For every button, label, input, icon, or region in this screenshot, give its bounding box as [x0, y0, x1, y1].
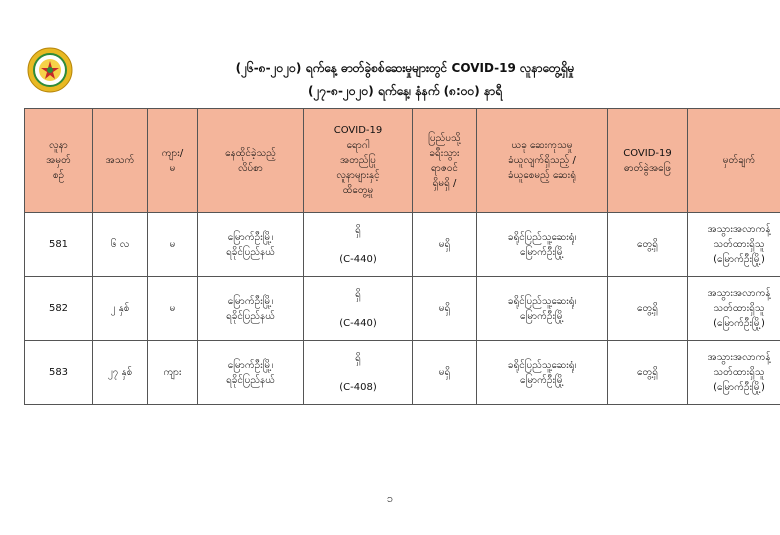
case-number: 582 — [25, 277, 93, 341]
table-header-row — [25, 109, 780, 213]
address-cell — [198, 277, 304, 341]
remark-cell-line: (မြောက်ဦးမြို့) — [713, 318, 765, 329]
result-cell: တွေ့ရှိ — [608, 213, 688, 277]
table-body — [25, 213, 780, 405]
ministry-seal-icon — [27, 47, 73, 93]
hospital-cell — [477, 341, 608, 405]
remark-cell-line: သတ်ထားရှိသူ — [713, 239, 765, 250]
result-cell: တွေ့ရှိ — [608, 341, 688, 405]
header-col-hospital — [477, 109, 608, 213]
header-col-no — [25, 109, 93, 213]
contact-status: ရှိ — [355, 352, 361, 364]
age-cell: ၆ လ — [93, 213, 148, 277]
header-line: အတည်ပြု — [340, 155, 376, 166]
header-line: ပြည်ပသို့ — [428, 132, 461, 144]
header-line: ထိတွေ့မှု — [342, 185, 374, 196]
sex-cell: မ — [148, 277, 198, 341]
remark-cell-line: အသွားအလာကန့် — [707, 352, 771, 363]
header-col-age — [93, 109, 148, 213]
hospital-cell-line: မြောက်ဦးမြို့ — [520, 246, 564, 258]
header-line: မှတ်ချက် — [722, 155, 756, 166]
header-line: ခံယူလျက်ရှိသည့် / — [508, 155, 576, 166]
header-line: ခရီးသွား — [429, 147, 460, 159]
contact-cell — [304, 213, 413, 277]
header-line: ဓာတ်ခွဲအဖြေ — [623, 162, 672, 174]
hospital-cell-line: ခရိုင်ပြည်သူ့ဆေးရုံ၊ — [507, 231, 577, 243]
remark-cell — [688, 277, 780, 341]
header-line: ခံယူစေမည့် ဆေးရုံ — [508, 170, 576, 181]
header-line: လူနာ — [49, 140, 68, 151]
travel-cell: မရှိ — [413, 341, 477, 405]
remark-cell-line: အသွားအလာကန့် — [707, 288, 771, 299]
case-number: 583 — [25, 341, 93, 405]
hospital-cell — [477, 213, 608, 277]
header-line: မ — [169, 162, 176, 174]
hospital-cell-line: ခရိုင်ပြည်သူ့ဆေးရုံ၊ — [507, 359, 577, 371]
header-line: COVID-19 — [333, 125, 383, 136]
contact-cell — [304, 341, 413, 405]
contact-reference: (C-440) — [339, 317, 377, 329]
sex-cell: မ — [148, 213, 198, 277]
address-cell-line: ရခိုင်ပြည်နယ် — [226, 246, 275, 258]
header-line: COVID-19 — [623, 147, 672, 159]
header-col-sex — [148, 109, 198, 213]
header-line: နေထိုင်ခဲ့သည့် — [225, 147, 276, 159]
age-cell: ၂၇ နှစ် — [93, 341, 148, 405]
travel-cell: မရှိ — [413, 213, 477, 277]
header-line: ယခု ဆေးကုသမှု — [511, 140, 573, 151]
contact-reference: (C-408) — [339, 381, 377, 393]
remark-cell-line: (မြောက်ဦးမြို့) — [713, 254, 765, 265]
address-cell — [198, 341, 304, 405]
result-cell: တွေ့ရှိ — [608, 277, 688, 341]
table-row — [25, 277, 780, 341]
header-col-remark — [688, 109, 780, 213]
hospital-cell-line: မြောက်ဦးမြို့ — [520, 310, 564, 322]
header-line: လိပ်စာ — [238, 162, 263, 174]
case-number: 581 — [25, 213, 93, 277]
contact-cell — [304, 277, 413, 341]
header-line: အသက် — [105, 155, 135, 166]
address-cell-line: မြောက်ဦးမြို့၊ — [227, 359, 274, 371]
address-cell — [198, 213, 304, 277]
header-line: ရောဂါ — [346, 140, 370, 151]
address-cell-line: ရခိုင်ပြည်နယ် — [226, 374, 275, 386]
table-row — [25, 341, 780, 405]
header-col-result — [608, 109, 688, 213]
header-col-address — [198, 109, 304, 213]
contact-reference: (C-440) — [339, 253, 377, 265]
page-title: (၂၆-၈-၂၀၂၀) ရက်နေ့ ဓာတ်ခွဲစစ်ဆေးမှုများတွင် COVID-19 လူနာတွေ့ရှိမှု — [235, 61, 575, 75]
hospital-cell-line: မြောက်ဦးမြို့ — [520, 374, 564, 386]
age-cell: ၂ နှစ် — [93, 277, 148, 341]
remark-cell-line: အသွားအလာကန့် — [707, 224, 771, 235]
page-subtitle: (၂၇-၈-၂၀၂၀) ရက်နေ့၊ နံနက် (၈:၀၀) နာရီ — [307, 84, 502, 98]
remark-cell-line: (မြောက်ဦးမြို့) — [713, 382, 765, 393]
contact-status: ရှိ — [355, 224, 361, 236]
page-number: ၁ — [386, 492, 394, 505]
header-col-travel — [413, 109, 477, 213]
remark-cell — [688, 213, 780, 277]
remark-cell-line: သတ်ထားရှိသူ — [713, 367, 765, 378]
header-line: ရှိမရှိ / — [432, 177, 457, 189]
header-line: အမှတ် — [46, 155, 71, 166]
case-table — [24, 108, 780, 405]
header-line: ရာဇဝင် — [431, 162, 458, 174]
sex-cell: ကျား — [148, 341, 198, 405]
contact-status: ရှိ — [355, 288, 361, 300]
hospital-cell-line: ခရိုင်ပြည်သူ့ဆေးရုံ၊ — [507, 295, 577, 307]
address-cell-line: ရခိုင်ပြည်နယ် — [226, 310, 275, 322]
header-line: စဉ် — [52, 170, 65, 181]
travel-cell: မရှိ — [413, 277, 477, 341]
header-col-contact — [304, 109, 413, 213]
address-cell-line: မြောက်ဦးမြို့၊ — [227, 295, 274, 307]
header-line: ကျား/ — [161, 147, 184, 159]
remark-cell-line: သတ်ထားရှိသူ — [713, 303, 765, 314]
address-cell-line: မြောက်ဦးမြို့၊ — [227, 231, 274, 243]
hospital-cell — [477, 277, 608, 341]
header-line: လူနာများနှင့် — [336, 170, 380, 181]
table-row — [25, 213, 780, 277]
remark-cell — [688, 341, 780, 405]
